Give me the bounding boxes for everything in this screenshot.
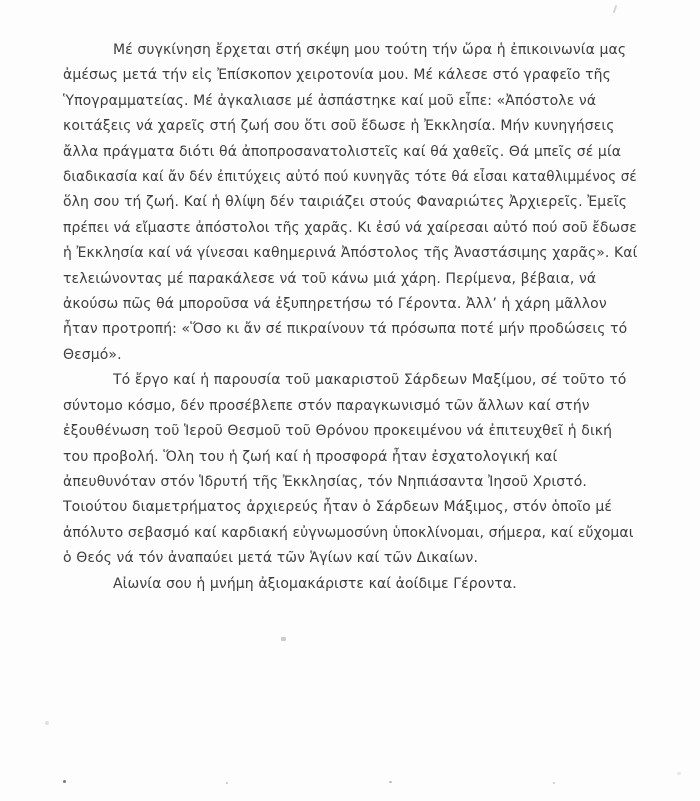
text-line: ἡ Ἐκκλησία καί νά γίνεσαι καθημερινά Ἀπόστολος τῆς Ἀναστάσιμης χαρᾶς». Καί	[63, 245, 638, 262]
text-line: κοιτάξεις νά χαρεῖς στή ζωή σου ὅτι σοῦ ἔδωσε ἡ Ἐκκλησία. Μήν κυνηγήσεις	[63, 118, 615, 135]
text-line: Τοιούτου διαμετρήματος ἀρχιερεύς ἦταν ὁ Σάρδεων Μάξιμος, στόν ὁποῖο μέ	[63, 499, 613, 516]
text-line: Μέ συγκίνηση ἔρχεται στή σκέψη μου τούτη τήν ὥρα ἡ ἐπικοινωνία μας	[113, 42, 627, 58]
text-line: τελειώνοντας μέ παρακάλεσε νά τοῦ κάνω μιά χάρη. Περίμενα, βέβαια, νά	[63, 270, 597, 287]
text-line: Θεσμό».	[63, 346, 122, 363]
text-line: ἀπόλυτο σεβασμό καί καρδιακή εὐγνωμοσύνη ὑποκλίνομαι, σήμερα, καί εὔχομαι	[63, 524, 634, 541]
text-line: Αἰωνία σου ἡ μνήμη ἀξιομακάριστε καί ἀοίδιμε Γέροντα.	[113, 575, 517, 592]
text-line: ἦταν προτροπή: «Ὅσο κι ἄν σέ πικραίνουν τά πρόσωπα ποτέ μήν προδώσεις τό	[63, 321, 628, 338]
text-line: Ὑπογραμματείας. Μέ ἀγκαλιασε μέ ἀσπάστηκε καί μοῦ εἶπε: «Ἀπόστολε νά	[63, 92, 597, 109]
text-line: διαδικασία καί ἄν δέν ἐπιτύχεις αὐτό πού κυνηγᾶς τότε θά εἶσαι καταθλιμμένος σέ	[63, 169, 637, 186]
scan-speck	[677, 772, 681, 775]
scan-speck	[45, 721, 49, 725]
text-line: του προβολή. Ὅλη του ἡ ζωή καί ἡ προσφορά ἦταν ἐσχατολογική καί	[63, 448, 558, 465]
scan-speck	[63, 780, 66, 783]
text-line: ἀκούσω πῶς θά μποροῦσα νά ἐξυπηρετήσω τό Γέροντα. Ἀλλ’ ἡ χάρη μᾶλλον	[63, 296, 607, 313]
scan-speck	[553, 782, 555, 784]
scan-speck	[226, 782, 228, 784]
scan-speck	[613, 5, 617, 13]
paragraph-2	[63, 368, 637, 571]
text-line: πρέπει νά εἴμαστε ἀπόστολοι τῆς χαρᾶς. Κι ἐσύ νά χαίρεσαι αὐτό πού σοῦ ἔδωσε	[63, 219, 637, 236]
text-line: ἐξουθένωση τοῦ Ἱεροῦ Θεσμοῦ τοῦ Θρόνου προκειμένου νά ἐπιτευχθεῖ ἡ δική	[63, 423, 613, 440]
text-line: σύντομο κόσμο, δέν προσέβλεπε στόν παραγκωνισμό τῶν ἄλλων καί στήν	[63, 397, 590, 414]
text-line: ὁ Θεός νά τόν ἀναπαύει μετά τῶν Ἁγίων καί τῶν Δικαίων.	[63, 550, 479, 567]
text-line: ἀμέσως μετά τήν εἰς Ἐπίσκοπον χειροτονία μου. Μέ κάλεσε στό γραφεῖο τῆς	[63, 67, 611, 84]
paragraph-3	[63, 572, 637, 597]
text-line: ὅλη σου τή ζωή. Καί ἡ θλίψη δέν ταιριάζει στούς Φαναριώτες Ἀρχιερεῖς. Ἐμεῖς	[63, 194, 628, 211]
text-line: ἄλλα πράγματα διότι θά ἀποπροσανατολιστεῖς καί θά χαθεῖς. Θά μπεῖς σέ μία	[63, 143, 622, 160]
paragraph-1	[63, 38, 637, 368]
scan-speck	[281, 637, 286, 641]
text-line: ἀπευθυνόταν στόν Ἱδρυτή τῆς Ἐκκλησίας, τόν Νηπιάσαντα Ἰησοῦ Χριστό.	[63, 473, 587, 490]
document-text	[63, 38, 637, 597]
text-line: Τό ἔργο καί ἡ παρουσία τοῦ μακαριστοῦ Σάρδεων Μαξίμου, σέ τοῦτο τό	[113, 372, 627, 389]
scan-speck	[389, 781, 392, 783]
